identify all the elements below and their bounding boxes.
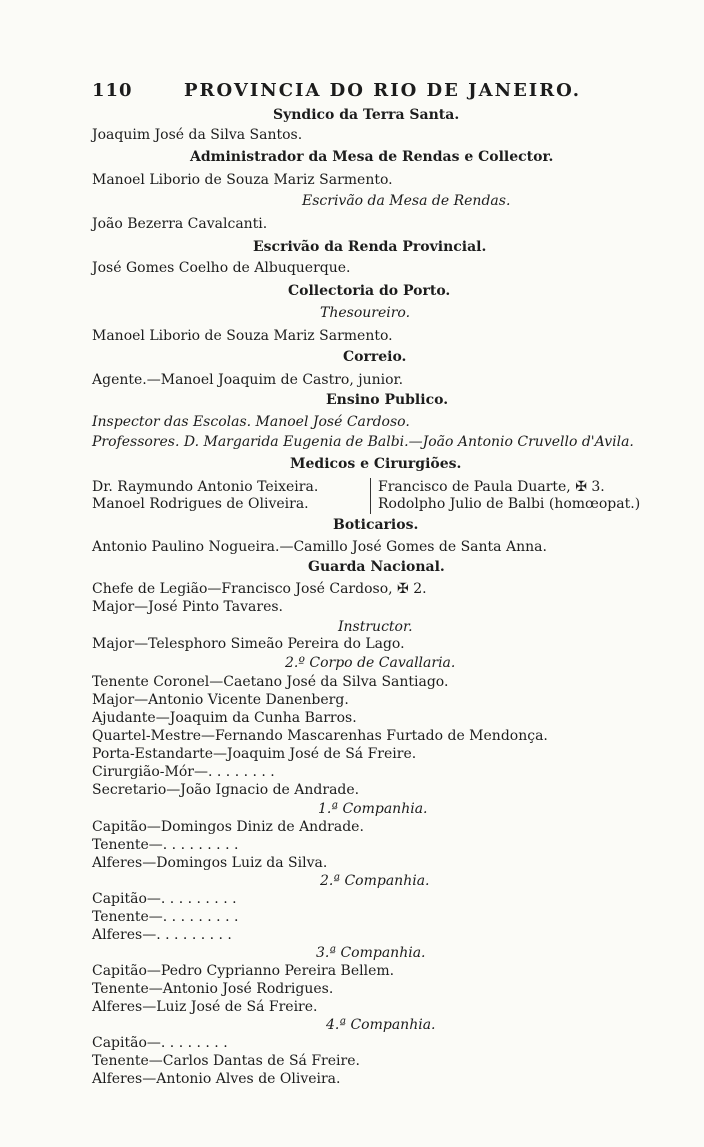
text-line: Chefe de Legião—Francisco José Cardoso, ✠ 2. [92, 581, 427, 597]
text-line: Major—José Pinto Tavares. [92, 599, 283, 615]
text-line: Major—Antonio Vicente Danenberg. [92, 692, 349, 708]
section-heading: Ensino Publico. [326, 392, 449, 408]
text-line: Dr. Raymundo Antonio Teixeira. [92, 479, 319, 495]
sub-heading: Thesoureiro. [320, 305, 411, 321]
text-line: Porta-Estandarte—Joaquim José de Sá Freire. [92, 746, 417, 762]
page-number: 110 [92, 80, 133, 101]
text-line: Capitão—Pedro Cyprianno Pereira Bellem. [92, 963, 395, 979]
text-line: Joaquim José da Silva Santos. [92, 127, 303, 143]
sub-heading: 2.ª Companhia. [320, 873, 430, 889]
text-line: Quartel-Mestre—Fernando Mascarenhas Furtado de Mendonça. [92, 728, 548, 744]
section-heading: Guarda Nacional. [308, 559, 445, 575]
text-line: Cirurgião-Mór—. . . . . . . . [92, 764, 275, 780]
running-title: PROVINCIA DO RIO DE JANEIRO. [184, 80, 582, 101]
text-line: Capitão—. . . . . . . . [92, 1035, 228, 1051]
section-heading: Syndico da Terra Santa. [273, 107, 460, 123]
text-line: Capitão—. . . . . . . . . [92, 891, 237, 907]
sub-heading: 1.ª Companhia. [318, 801, 428, 817]
section-heading: Medicos e Cirurgiões. [290, 456, 462, 472]
text-line: Francisco de Paula Duarte, ✠ 3. [378, 479, 605, 495]
text-line: Capitão—Domingos Diniz de Andrade. [92, 819, 364, 835]
text-line: Antonio Paulino Nogueira.—Camillo José Gomes de Santa Anna. [92, 539, 547, 555]
text-line: Alferes—Luiz José de Sá Freire. [92, 999, 318, 1015]
sub-heading: Instructor. [338, 619, 413, 635]
text-line: Manoel Liborio de Souza Mariz Sarmento. [92, 328, 393, 344]
text-line: José Gomes Coelho de Albuquerque. [92, 260, 351, 276]
section-heading: Administrador da Mesa de Rendas e Collector. [190, 149, 554, 165]
section-heading: Collectoria do Porto. [288, 283, 451, 299]
section-heading: Boticarios. [333, 517, 419, 533]
text-line: João Bezerra Cavalcanti. [92, 216, 268, 232]
text-line: Major—Telesphoro Simeão Pereira do Lago. [92, 636, 405, 652]
sub-heading: 2.º Corpo de Cavallaria. [285, 655, 456, 671]
section-heading: Escrivão da Renda Provincial. [253, 239, 487, 255]
text-line: Ajudante—Joaquim da Cunha Barros. [92, 710, 357, 726]
column-divider [370, 478, 371, 514]
text-line: Alferes—Domingos Luiz da Silva. [92, 855, 328, 871]
text-line: Tenente—. . . . . . . . . [92, 837, 239, 853]
sub-heading: Professores. D. Margarida Eugenia de Balbi.—João Antonio Cruvello d'Avila. [92, 434, 634, 450]
text-line: Alferes—Antonio Alves de Oliveira. [92, 1071, 341, 1087]
sub-heading: Inspector das Escolas. Manoel José Cardoso. [92, 414, 410, 430]
text-line: Agente.—Manoel Joaquim de Castro, junior. [92, 372, 404, 388]
text-line: Secretario—João Ignacio de Andrade. [92, 782, 360, 798]
text-line: Rodolpho Julio de Balbi (homœopat.) [378, 496, 641, 512]
text-line: Tenente—Carlos Dantas de Sá Freire. [92, 1053, 360, 1069]
sub-heading: 4.ª Companhia. [326, 1017, 436, 1033]
text-line: Tenente—. . . . . . . . . [92, 909, 239, 925]
section-heading: Correio. [343, 349, 407, 365]
sub-heading: 3.ª Companhia. [316, 945, 426, 961]
text-line: Alferes—. . . . . . . . . [92, 927, 232, 943]
text-line: Manoel Liborio de Souza Mariz Sarmento. [92, 172, 393, 188]
sub-heading: Escrivão da Mesa de Rendas. [302, 193, 511, 209]
text-line: Tenente—Antonio José Rodrigues. [92, 981, 334, 997]
text-line: Tenente Coronel—Caetano José da Silva Santiago. [92, 674, 449, 690]
text-line: Manoel Rodrigues de Oliveira. [92, 496, 309, 512]
